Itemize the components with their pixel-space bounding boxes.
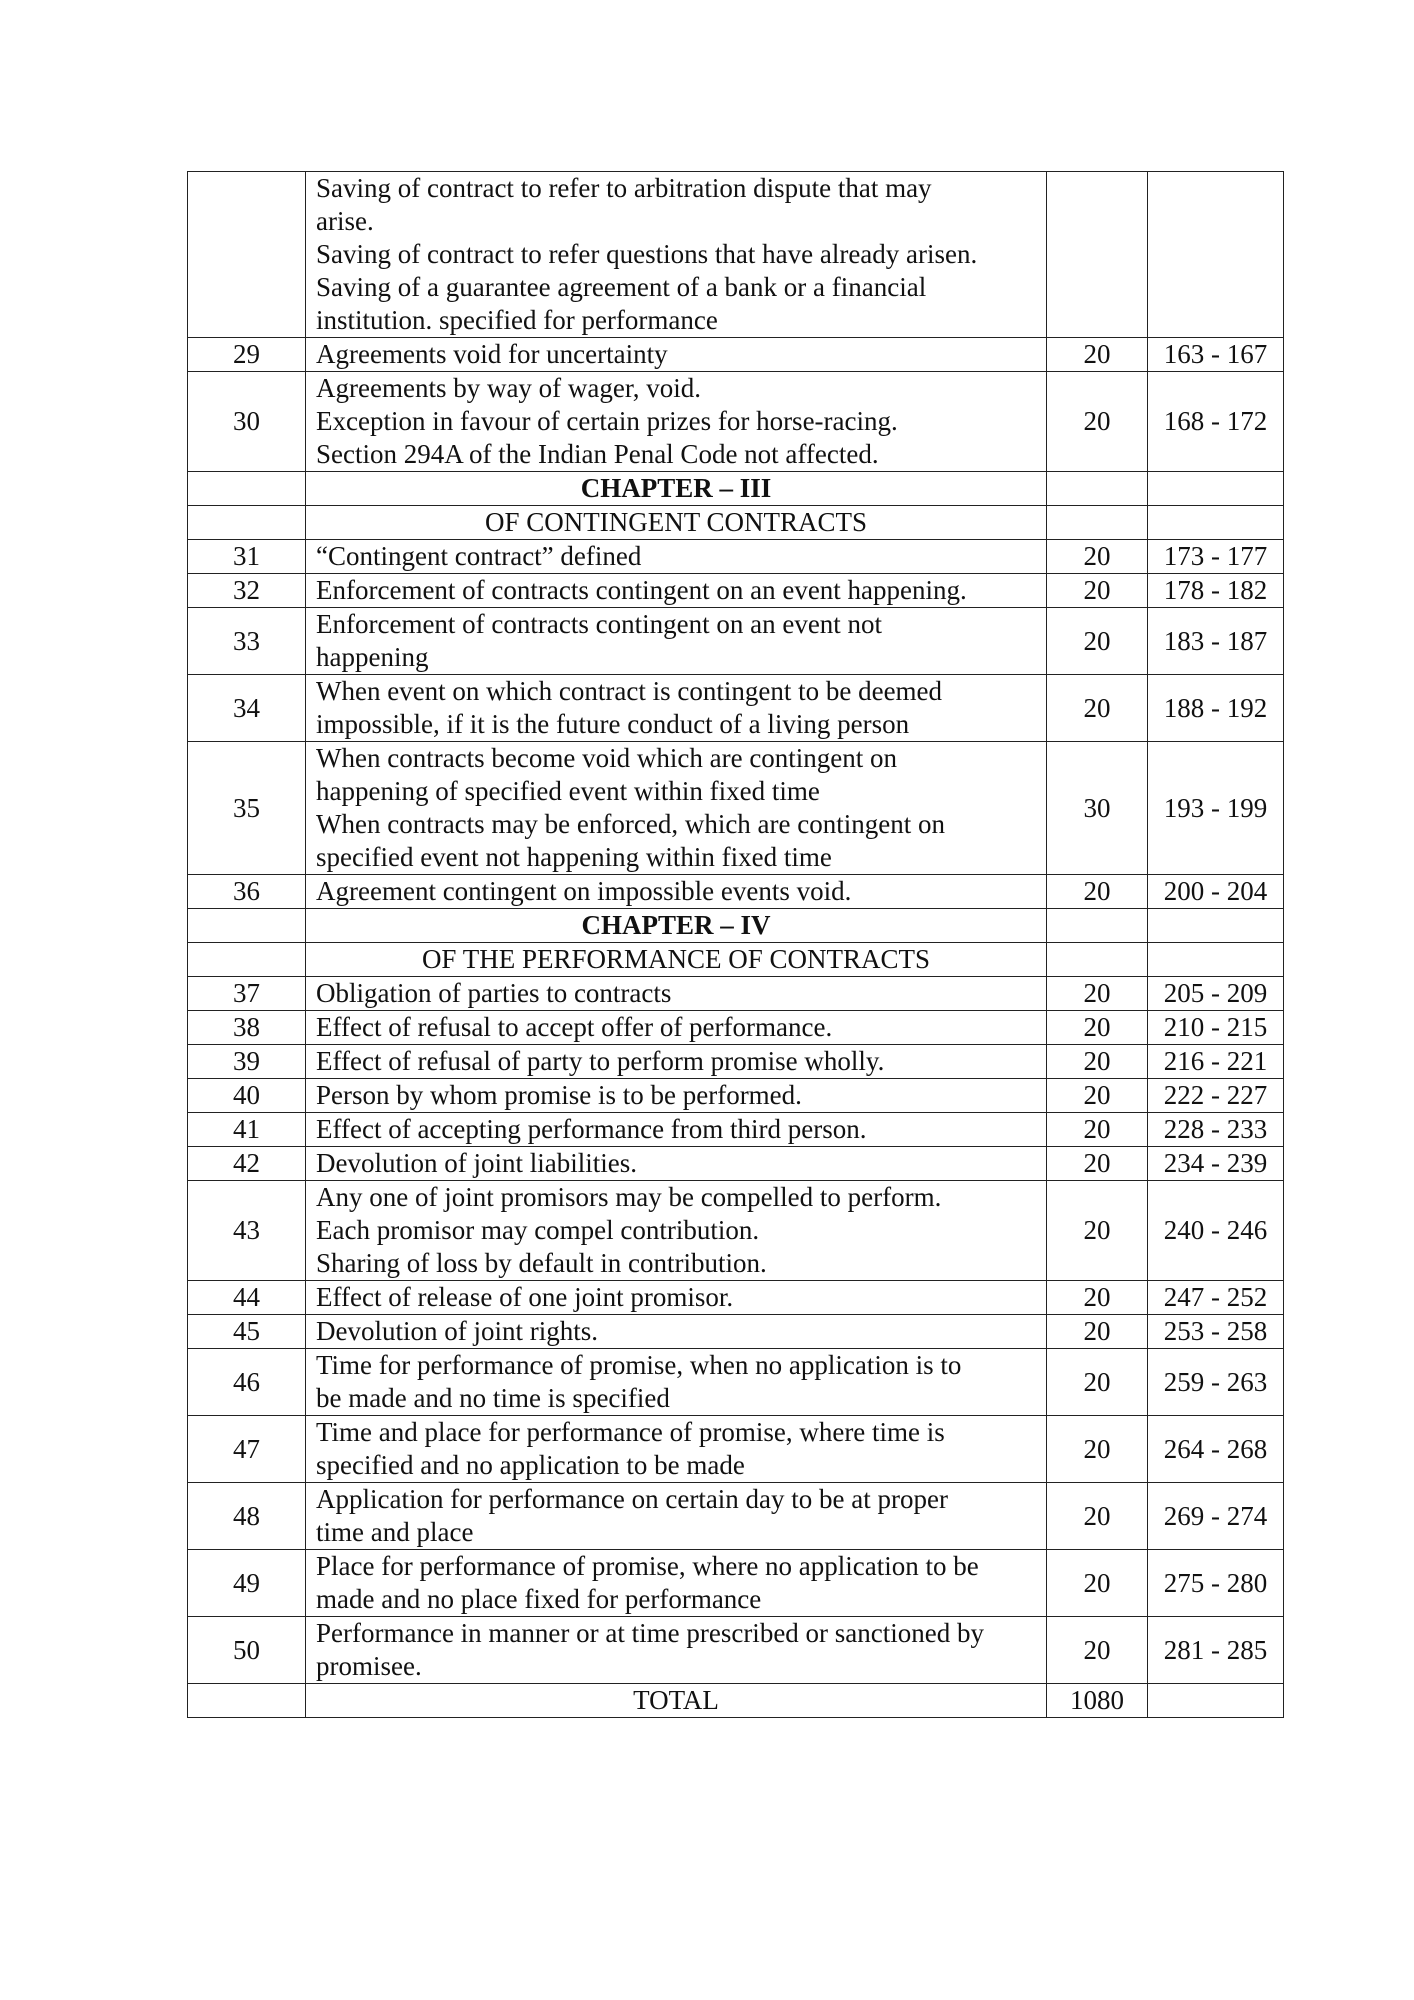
section-description bbox=[306, 1181, 1047, 1281]
table-row bbox=[188, 1011, 1284, 1045]
description-line: Time for performance of promise, when no application is to bbox=[316, 1350, 962, 1380]
section-number: 38 bbox=[188, 1011, 306, 1045]
description-line: made and no place fixed for performance bbox=[316, 1584, 762, 1614]
section-number: 42 bbox=[188, 1147, 306, 1181]
description-line: When contracts may be enforced, which are contingent on bbox=[316, 809, 945, 839]
section-description bbox=[306, 875, 1047, 909]
empty-cell bbox=[188, 943, 306, 977]
pages-cell: 205 - 209 bbox=[1148, 977, 1284, 1011]
section-description bbox=[306, 540, 1047, 574]
description-line: Each promisor may compel contribution. bbox=[316, 1215, 760, 1245]
marks-cell: 20 bbox=[1047, 540, 1148, 574]
description-line: impossible, if it is the future conduct of a living person bbox=[316, 709, 910, 739]
total-row bbox=[188, 1684, 1284, 1718]
description-line: arise. bbox=[316, 206, 374, 236]
description-line: Devolution of joint rights. bbox=[316, 1316, 598, 1346]
table-row bbox=[188, 1483, 1284, 1550]
table-row bbox=[188, 372, 1284, 472]
section-number: 50 bbox=[188, 1617, 306, 1684]
pages-cell: 200 - 204 bbox=[1148, 875, 1284, 909]
section-number: 47 bbox=[188, 1416, 306, 1483]
marks-cell: 20 bbox=[1047, 1483, 1148, 1550]
pages-cell: 247 - 252 bbox=[1148, 1281, 1284, 1315]
description-line: Section 294A of the Indian Penal Code not affected. bbox=[316, 439, 879, 469]
description-line: When contracts become void which are contingent on bbox=[316, 743, 898, 773]
description-line: Saving of a guarantee agreement of a bank or a financial bbox=[316, 272, 927, 302]
description-line: Agreements void for uncertainty bbox=[316, 339, 668, 369]
marks-cell: 20 bbox=[1047, 1315, 1148, 1349]
pages-cell: 240 - 246 bbox=[1148, 1181, 1284, 1281]
table-row bbox=[188, 540, 1284, 574]
description-line: Exception in favour of certain prizes for horse-racing. bbox=[316, 406, 898, 436]
description-line: Effect of refusal to accept offer of performance. bbox=[316, 1012, 833, 1042]
description-line: be made and no time is specified bbox=[316, 1383, 670, 1413]
section-number: 31 bbox=[188, 540, 306, 574]
empty-cell bbox=[1148, 1684, 1284, 1718]
pages-cell: 222 - 227 bbox=[1148, 1079, 1284, 1113]
table-row bbox=[188, 1315, 1284, 1349]
chapter-heading: CHAPTER – IV bbox=[306, 909, 1047, 943]
section-description bbox=[306, 742, 1047, 875]
table-row bbox=[188, 675, 1284, 742]
section-description bbox=[306, 1416, 1047, 1483]
section-description bbox=[306, 1349, 1047, 1416]
chapter-heading-row bbox=[188, 909, 1284, 943]
description-line: time and place bbox=[316, 1517, 474, 1547]
pages-cell: 210 - 215 bbox=[1148, 1011, 1284, 1045]
pages-cell: 168 - 172 bbox=[1148, 372, 1284, 472]
section-number: 35 bbox=[188, 742, 306, 875]
table-row bbox=[188, 875, 1284, 909]
section-description bbox=[306, 977, 1047, 1011]
marks-cell: 20 bbox=[1047, 1113, 1148, 1147]
section-number: 49 bbox=[188, 1550, 306, 1617]
description-line: Sharing of loss by default in contribution. bbox=[316, 1248, 767, 1278]
marks-cell: 20 bbox=[1047, 1617, 1148, 1684]
table-row bbox=[188, 1147, 1284, 1181]
section-description bbox=[306, 1011, 1047, 1045]
table-row bbox=[188, 574, 1284, 608]
section-description bbox=[306, 1483, 1047, 1550]
section-description bbox=[306, 675, 1047, 742]
marks-cell: 20 bbox=[1047, 875, 1148, 909]
table-row bbox=[188, 742, 1284, 875]
empty-cell bbox=[188, 1684, 306, 1718]
description-line: Enforcement of contracts contingent on an event happening. bbox=[316, 575, 967, 605]
description-line: Effect of release of one joint promisor. bbox=[316, 1282, 734, 1312]
description-line: Performance in manner or at time prescribed or sanctioned by bbox=[316, 1618, 984, 1648]
pages-cell: 253 - 258 bbox=[1148, 1315, 1284, 1349]
pages-cell: 163 - 167 bbox=[1148, 338, 1284, 372]
section-number: 36 bbox=[188, 875, 306, 909]
description-line: Any one of joint promisors may be compelled to perform. bbox=[316, 1182, 942, 1212]
marks-cell: 20 bbox=[1047, 608, 1148, 675]
marks-cell: 20 bbox=[1047, 1349, 1148, 1416]
marks-cell: 20 bbox=[1047, 1181, 1148, 1281]
empty-cell bbox=[1148, 506, 1284, 540]
description-line: Time and place for performance of promise, where time is bbox=[316, 1417, 945, 1447]
section-number: 32 bbox=[188, 574, 306, 608]
chapter-title-row bbox=[188, 943, 1284, 977]
marks-cell: 20 bbox=[1047, 1147, 1148, 1181]
description-line: Effect of refusal of party to perform promise wholly. bbox=[316, 1046, 885, 1076]
section-description bbox=[306, 372, 1047, 472]
section-number: 45 bbox=[188, 1315, 306, 1349]
section-description bbox=[306, 1617, 1047, 1684]
section-number: 48 bbox=[188, 1483, 306, 1550]
description-line: Saving of contract to refer questions that have already arisen. bbox=[316, 239, 978, 269]
table-row bbox=[188, 172, 1284, 338]
marks-cell bbox=[1047, 172, 1148, 338]
description-line: Person by whom promise is to be performed. bbox=[316, 1080, 802, 1110]
description-line: Agreements by way of wager, void. bbox=[316, 373, 702, 403]
description-line: Agreement contingent on impossible events void. bbox=[316, 876, 852, 906]
pages-cell: 264 - 268 bbox=[1148, 1416, 1284, 1483]
description-line: When event on which contract is contingent to be deemed bbox=[316, 676, 943, 706]
description-line: Saving of contract to refer to arbitration dispute that may bbox=[316, 173, 932, 203]
marks-cell: 20 bbox=[1047, 1011, 1148, 1045]
pages-cell: 188 - 192 bbox=[1148, 675, 1284, 742]
pages-cell: 193 - 199 bbox=[1148, 742, 1284, 875]
pages-cell: 228 - 233 bbox=[1148, 1113, 1284, 1147]
table-body bbox=[188, 172, 1284, 1718]
section-description bbox=[306, 172, 1047, 338]
description-line: happening of specified event within fixed time bbox=[316, 776, 820, 806]
section-description bbox=[306, 1147, 1047, 1181]
section-description bbox=[306, 1045, 1047, 1079]
section-number: 43 bbox=[188, 1181, 306, 1281]
marks-cell: 20 bbox=[1047, 338, 1148, 372]
empty-cell bbox=[188, 472, 306, 506]
empty-cell bbox=[1047, 943, 1148, 977]
pages-cell: 281 - 285 bbox=[1148, 1617, 1284, 1684]
pages-cell: 216 - 221 bbox=[1148, 1045, 1284, 1079]
pages-cell: 275 - 280 bbox=[1148, 1550, 1284, 1617]
description-line: “Contingent contract” defined bbox=[316, 541, 642, 571]
syllabus-table bbox=[187, 171, 1284, 1718]
pages-cell: 234 - 239 bbox=[1148, 1147, 1284, 1181]
description-line: specified and no application to be made bbox=[316, 1450, 745, 1480]
section-number: 34 bbox=[188, 675, 306, 742]
description-line: Enforcement of contracts contingent on an event not bbox=[316, 609, 883, 639]
section-description bbox=[306, 1281, 1047, 1315]
pages-cell: 178 - 182 bbox=[1148, 574, 1284, 608]
marks-cell: 20 bbox=[1047, 1045, 1148, 1079]
empty-cell bbox=[1047, 909, 1148, 943]
marks-cell: 30 bbox=[1047, 742, 1148, 875]
marks-cell: 20 bbox=[1047, 372, 1148, 472]
marks-cell: 20 bbox=[1047, 977, 1148, 1011]
table-row bbox=[188, 1079, 1284, 1113]
chapter-heading-row bbox=[188, 472, 1284, 506]
section-description bbox=[306, 1113, 1047, 1147]
empty-cell bbox=[188, 909, 306, 943]
table-row bbox=[188, 338, 1284, 372]
description-line: institution. specified for performance bbox=[316, 305, 718, 335]
description-line: promisee. bbox=[316, 1651, 422, 1681]
chapter-heading: CHAPTER – III bbox=[306, 472, 1047, 506]
marks-cell: 20 bbox=[1047, 1416, 1148, 1483]
empty-cell bbox=[1148, 909, 1284, 943]
section-number: 44 bbox=[188, 1281, 306, 1315]
description-line: happening bbox=[316, 642, 429, 672]
section-number: 39 bbox=[188, 1045, 306, 1079]
section-description bbox=[306, 1550, 1047, 1617]
empty-cell bbox=[1148, 943, 1284, 977]
marks-cell: 20 bbox=[1047, 675, 1148, 742]
total-marks: 1080 bbox=[1047, 1684, 1148, 1718]
empty-cell bbox=[1148, 472, 1284, 506]
section-number: 46 bbox=[188, 1349, 306, 1416]
marks-cell: 20 bbox=[1047, 1079, 1148, 1113]
table-row bbox=[188, 1349, 1284, 1416]
empty-cell bbox=[1047, 472, 1148, 506]
table-row bbox=[188, 977, 1284, 1011]
description-line: Application for performance on certain day to be at proper bbox=[316, 1484, 948, 1514]
total-label: TOTAL bbox=[306, 1684, 1047, 1718]
description-line: Place for performance of promise, where no application to be bbox=[316, 1551, 979, 1581]
marks-cell: 20 bbox=[1047, 1281, 1148, 1315]
section-description bbox=[306, 574, 1047, 608]
pages-cell bbox=[1148, 172, 1284, 338]
marks-cell: 20 bbox=[1047, 1550, 1148, 1617]
table-row bbox=[188, 1617, 1284, 1684]
pages-cell: 173 - 177 bbox=[1148, 540, 1284, 574]
section-description bbox=[306, 338, 1047, 372]
description-line: specified event not happening within fixed time bbox=[316, 842, 832, 872]
pages-cell: 259 - 263 bbox=[1148, 1349, 1284, 1416]
section-description bbox=[306, 1315, 1047, 1349]
table-row bbox=[188, 608, 1284, 675]
table-row bbox=[188, 1045, 1284, 1079]
chapter-title: OF CONTINGENT CONTRACTS bbox=[306, 506, 1047, 540]
chapter-title: OF THE PERFORMANCE OF CONTRACTS bbox=[306, 943, 1047, 977]
section-number: 30 bbox=[188, 372, 306, 472]
section-number: 33 bbox=[188, 608, 306, 675]
pages-cell: 183 - 187 bbox=[1148, 608, 1284, 675]
section-description bbox=[306, 1079, 1047, 1113]
pages-cell: 269 - 274 bbox=[1148, 1483, 1284, 1550]
section-description bbox=[306, 608, 1047, 675]
empty-cell bbox=[1047, 506, 1148, 540]
description-line: Effect of accepting performance from third person. bbox=[316, 1114, 867, 1144]
section-number bbox=[188, 172, 306, 338]
description-line: Obligation of parties to contracts bbox=[316, 978, 672, 1008]
table-row bbox=[188, 1550, 1284, 1617]
table-row bbox=[188, 1113, 1284, 1147]
table-row bbox=[188, 1281, 1284, 1315]
description-line: Devolution of joint liabilities. bbox=[316, 1148, 637, 1178]
section-number: 40 bbox=[188, 1079, 306, 1113]
table-row bbox=[188, 1416, 1284, 1483]
marks-cell: 20 bbox=[1047, 574, 1148, 608]
chapter-title-row bbox=[188, 506, 1284, 540]
empty-cell bbox=[188, 506, 306, 540]
section-number: 29 bbox=[188, 338, 306, 372]
section-number: 37 bbox=[188, 977, 306, 1011]
table-row bbox=[188, 1181, 1284, 1281]
section-number: 41 bbox=[188, 1113, 306, 1147]
